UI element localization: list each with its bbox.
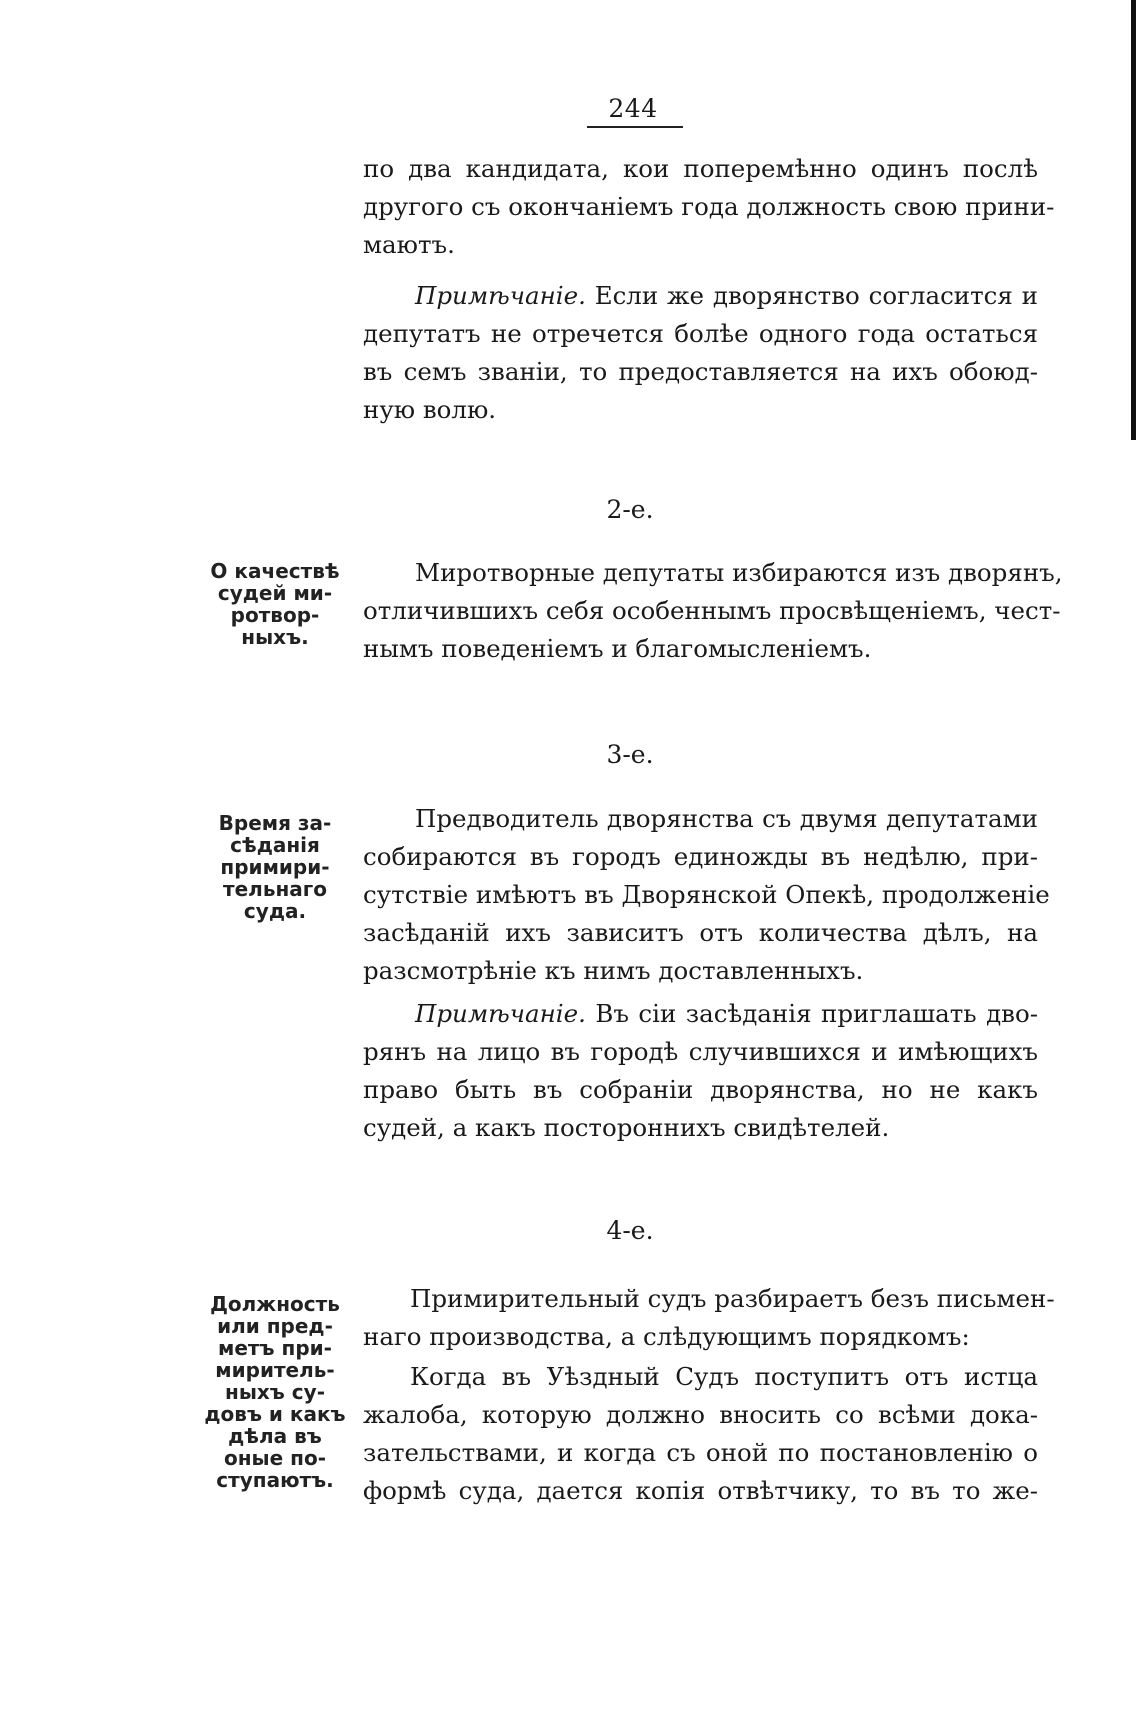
- text-line: [363, 995, 1038, 1033]
- text-line: Примирительный судъ разбираетъ безъ письмен-: [410, 1284, 1055, 1313]
- margin-line: О качествѣ: [210, 559, 340, 583]
- page-number: 244: [608, 94, 658, 123]
- margin-note-section-3: [200, 812, 350, 922]
- text-line: формѣ суда, дается копія отвѣтчику, то въ то же-: [363, 1476, 1038, 1505]
- section-3-paragraph: [363, 800, 1050, 990]
- text-line: маютъ.: [363, 230, 455, 259]
- section-2-paragraph: [363, 554, 1063, 668]
- section-heading-3: 3-е.: [606, 740, 654, 769]
- margin-line: или пред-: [217, 1314, 333, 1338]
- text-line: [363, 277, 1038, 315]
- text-line: засѣданій ихъ зависитъ отъ количества дѣлъ, на: [363, 918, 1038, 947]
- margin-line: сѣданія: [230, 833, 320, 857]
- note-label: Примѣчаніе.: [415, 281, 586, 310]
- text-line: судей, а какъ постороннихъ свидѣтелей.: [363, 1113, 890, 1142]
- text-line: зательствами, и когда съ оной по постановленію о: [363, 1438, 1038, 1467]
- text-line: депутатъ не отречется болѣе одного года остаться: [363, 319, 1038, 348]
- note-label: Примѣчаніе.: [415, 999, 586, 1028]
- margin-line: примири-: [220, 855, 330, 879]
- text-line: Предводитель дворянства съ двумя депутатами: [415, 804, 1038, 833]
- margin-note-section-2: [200, 560, 350, 648]
- text-line: по два кандидата, кои поперемѣнно одинъ послѣ: [363, 154, 1038, 183]
- text-line: нымъ поведеніемъ и благомысленіемъ.: [363, 634, 872, 663]
- text-line: собираются въ городъ единожды въ недѣлю, при-: [363, 842, 1038, 871]
- margin-line: Должность: [210, 1292, 340, 1316]
- margin-line: миритель-: [215, 1358, 335, 1382]
- margin-line: дѣла въ: [228, 1424, 322, 1448]
- text-line: отличившихъ себя особеннымъ просвѣщеніемъ, чест-: [363, 596, 1061, 625]
- text-line: Когда въ Уѣздный Судъ поступитъ отъ истца: [410, 1362, 1038, 1391]
- margin-line: оные по-: [223, 1446, 327, 1470]
- margin-line: ныхъ су-: [225, 1380, 325, 1404]
- margin-line: ротвор-: [230, 603, 320, 627]
- text-fragment: Въ сіи засѣданія приглашать дво-: [585, 999, 1038, 1028]
- margin-note-section-4: [200, 1293, 350, 1491]
- text-line: право быть въ собраніи дворянства, но не какъ: [363, 1075, 1038, 1104]
- section-4-paragraph-2: [363, 1358, 1038, 1510]
- text-line: ную волю.: [363, 395, 497, 424]
- text-line: рянъ на лицо въ городѣ случившихся и имѣющихъ: [363, 1037, 1038, 1066]
- note-paragraph-2: [363, 995, 1038, 1147]
- text-line: разсмотрѣніе къ нимъ доставленныхъ.: [363, 956, 864, 985]
- margin-line: метъ при-: [218, 1336, 332, 1360]
- text-line: наго производства, а слѣдующимъ порядкомъ:: [363, 1322, 970, 1351]
- margin-line: ныхъ.: [241, 625, 309, 649]
- margin-line: суда.: [243, 899, 307, 923]
- text-line: Миротворные депутаты избираются изъ дворянъ,: [415, 558, 1063, 587]
- margin-line: Время за-: [218, 811, 332, 835]
- text-line: сутствіе имѣютъ въ Дворянской Опекѣ, продолженіе: [363, 880, 1050, 909]
- note-paragraph-1: [363, 277, 1038, 429]
- margin-line: довъ и какъ: [204, 1402, 346, 1426]
- text-line: жалоба, которую должно вносить со всѣми дока-: [363, 1400, 1038, 1429]
- section-4-paragraph: [363, 1280, 1055, 1356]
- margin-line: тельнаго: [223, 877, 327, 901]
- margin-line: судей ми-: [217, 581, 333, 605]
- page-number-rule: [587, 126, 683, 128]
- margin-line: ступаютъ.: [216, 1468, 334, 1492]
- text-line: въ семъ званіи, то предоставляется на ихъ обоюд-: [363, 357, 1038, 386]
- section-heading-2: 2-е.: [606, 495, 654, 524]
- text-line: другого съ окончаніемъ года должность свою прини-: [363, 192, 1055, 221]
- section-heading-4: 4-е.: [606, 1216, 654, 1245]
- text-fragment: Если же дворянство согласится и: [585, 281, 1038, 310]
- page-edge-line: [1131, 0, 1136, 440]
- intro-paragraph: [363, 150, 1055, 264]
